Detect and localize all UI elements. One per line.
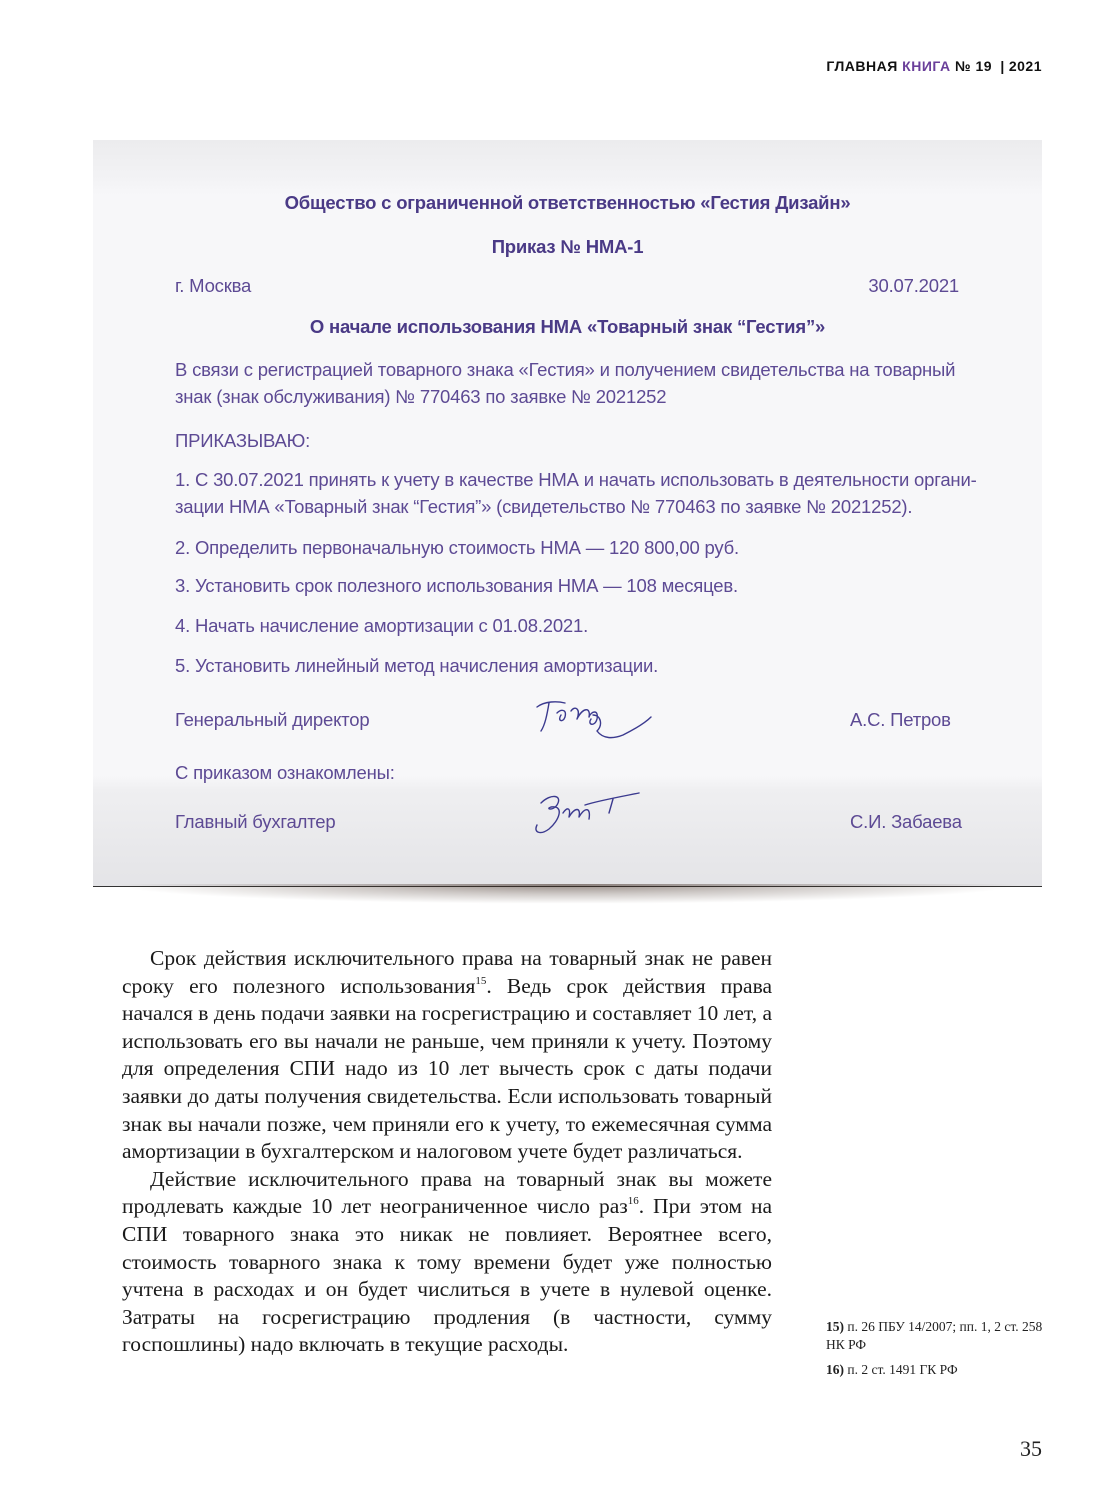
order-title: Приказ № НМА-1 bbox=[491, 236, 644, 257]
order-item: 4. Начать начисление амортизации с 01.08.2021. bbox=[175, 615, 589, 636]
director-signature bbox=[531, 695, 661, 755]
director-name: А.С. Петров bbox=[850, 709, 951, 730]
paragraph-text: . При этом на СПИ товарного знака это никак не повлияет. Вероятнее всего, стоимость товарного знака к тому времени будет уже полностью учтена в расходах и он будет числиться в учете в нулевой оценке. Затраты на госрегистрацию продления (в частности, сумму госпошлины) надо включать в текущие расходы. bbox=[122, 1194, 772, 1357]
footnote-text: п. 26 ПБУ 14/2007; пп. 1, 2 ст. 258 НК РФ bbox=[826, 1319, 1043, 1352]
brand-part2: КНИГА bbox=[902, 58, 951, 74]
paragraph-text: Срок действия исключительного права на товарный знак не равен сроку его полезного использования bbox=[122, 946, 772, 998]
masthead-separator: | bbox=[1000, 58, 1005, 74]
accountant-name: С.И. Забаева bbox=[850, 811, 962, 832]
order-date: 30.07.2021 bbox=[868, 275, 959, 296]
footnote bbox=[826, 1361, 1048, 1379]
order-item: 1. С 30.07.2021 принять к учету в качестве НМА и начать использовать в деятельности органи- bbox=[175, 469, 977, 490]
masthead bbox=[826, 58, 1042, 74]
issue-year: 2021 bbox=[1008, 58, 1042, 74]
accountant-signature bbox=[527, 785, 647, 841]
document-shadow bbox=[110, 884, 1025, 904]
preamble-line-2: знак (знак обслуживания) № 770463 по заявке № 2021252 bbox=[175, 386, 667, 407]
organization-name: Общество с ограниченной ответственностью «Гестия Дизайн» bbox=[284, 192, 851, 213]
order-word: ПРИКАЗЫВАЮ: bbox=[175, 430, 311, 451]
brand-part1: ГЛАВНАЯ bbox=[826, 58, 898, 74]
order-item: 5. Установить линейный метод начисления амортизации. bbox=[175, 655, 659, 676]
article-body bbox=[122, 945, 772, 1359]
order-item: 2. Определить первоначальную стоимость НМА — 120 800,00 руб. bbox=[175, 537, 739, 558]
order-document bbox=[93, 140, 1042, 887]
issue-number: № 19 bbox=[954, 58, 993, 74]
page-number: 35 bbox=[1020, 1436, 1042, 1461]
footnote-ref: 16 bbox=[627, 1195, 639, 1208]
preamble-line-1: В связи с регистрацией товарного знака «Гестия» и получением свидетельства на товарный bbox=[175, 359, 956, 380]
footnote-text: п. 2 ст. 1491 ГК РФ bbox=[847, 1362, 958, 1377]
order-city: г. Москва bbox=[175, 275, 252, 296]
paragraph bbox=[122, 945, 772, 1166]
acquainted-label: С приказом ознакомлены: bbox=[175, 762, 395, 783]
footnote-ref: 15 bbox=[475, 974, 487, 987]
order-item: 3. Установить срок полезного использования НМА — 108 месяцев. bbox=[175, 575, 738, 596]
footnotes bbox=[826, 1318, 1048, 1386]
footnote-number: 16) bbox=[826, 1362, 844, 1377]
accountant-position: Главный бухгалтер bbox=[175, 811, 336, 832]
paragraph bbox=[122, 1166, 772, 1359]
footnote bbox=[826, 1318, 1048, 1354]
paragraph-text: Действие исключительного права на товарный знак вы можете продлевать каждые 10 лет неограниченное число раз bbox=[122, 1166, 772, 1219]
order-item: зации НМА «Товарный знак “Гестия”» (свидетельство № 770463 по заявке № 2021252). bbox=[175, 496, 913, 517]
order-subject: О начале использования НМА «Товарный знак “Гестия”» bbox=[309, 316, 826, 337]
paragraph-text: . Ведь срок действия права начался в день подачи заявки на госрегистрацию и составляет 10 лет, а использовать его вы начали не раньше, чем приняли к учету. Поэтому для определения СПИ надо из 10 лет вычесть срок с даты подачи заявки до даты получения свидетельства. Если использовать товарный знак вы начали позже, чем приняли его к учету, то ежемесячная сумма амортизации в бухгалтерском и налоговом учете будет различаться. bbox=[122, 973, 772, 1164]
footnote-number: 15) bbox=[826, 1319, 844, 1334]
director-position: Генеральный директор bbox=[175, 709, 370, 730]
